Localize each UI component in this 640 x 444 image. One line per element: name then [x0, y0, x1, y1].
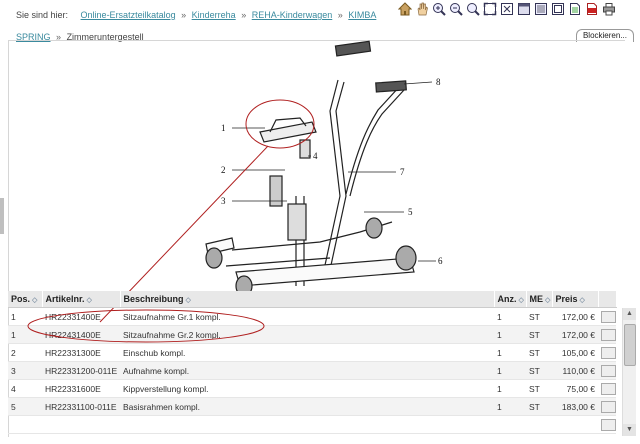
cell-artikelnr: HR22331100-011E — [42, 398, 120, 416]
column-header-me[interactable]: ME ◇ — [526, 291, 552, 308]
cell-artikelnr: HR22331600E — [42, 380, 120, 398]
add-to-cart-icon[interactable] — [601, 383, 616, 395]
cell-me: ST — [526, 308, 552, 326]
column-header-pos[interactable]: Pos. ◇ — [8, 291, 42, 308]
cell-pos: 5 — [8, 398, 42, 416]
cell-pos: 3 — [8, 362, 42, 380]
breadcrumb-link-catalog[interactable]: Online-Ersatzteilkatalog — [80, 10, 176, 20]
breadcrumb-separator: » — [337, 10, 343, 20]
cart-cell — [598, 308, 616, 326]
breadcrumb-link-kimba[interactable]: KIMBA — [348, 10, 377, 20]
toolbar — [397, 1, 616, 16]
cell-preis: 75,00 € — [552, 380, 598, 398]
sort-icon[interactable]: ◇ — [32, 297, 38, 304]
panel-icon[interactable] — [533, 1, 548, 16]
cell-anz: 1 — [494, 398, 526, 416]
cell-anz — [494, 416, 526, 434]
table-scrollbar[interactable] — [622, 308, 636, 436]
cell-me — [526, 416, 552, 434]
scroll-up-icon[interactable]: ▲ — [623, 308, 636, 320]
add-to-cart-icon[interactable] — [601, 311, 616, 323]
cell-me: ST — [526, 398, 552, 416]
frame-icon[interactable] — [550, 1, 565, 16]
breadcrumb-separator: » — [241, 10, 247, 20]
column-header-preis[interactable]: Preis ◇ — [552, 291, 598, 308]
cell-artikelnr: HR22431400E — [42, 326, 120, 344]
layout-icon[interactable] — [499, 1, 514, 16]
callout-1: 1 — [221, 123, 226, 133]
table-header-row — [8, 291, 616, 308]
block-button[interactable]: Blockieren... — [576, 29, 634, 42]
scroll-down-icon[interactable]: ▼ — [623, 424, 636, 436]
cell-preis: 183,00 € — [552, 398, 598, 416]
parts-table — [8, 291, 617, 434]
callout-2: 2 — [221, 165, 226, 175]
cell-beschreibung — [120, 416, 494, 434]
column-header-anz[interactable]: Anz. ◇ — [494, 291, 526, 308]
document-icon[interactable] — [567, 1, 582, 16]
add-to-cart-icon[interactable] — [601, 347, 616, 359]
cell-beschreibung: Sitzaufnahme Gr.1 kompl. — [120, 308, 494, 326]
cart-cell — [598, 416, 616, 434]
cell-preis — [552, 416, 598, 434]
add-to-cart-icon[interactable] — [601, 401, 616, 413]
callout-7: 7 — [400, 167, 405, 177]
cell-pos: 4 — [8, 380, 42, 398]
column-header-beschreibung[interactable]: Beschreibung ◇ — [120, 291, 494, 308]
breadcrumb-link-reha-kinderwagen[interactable]: REHA-Kinderwagen — [251, 10, 333, 20]
cell-artikelnr — [42, 416, 120, 434]
sort-icon[interactable]: ◇ — [545, 297, 551, 304]
cell-anz: 1 — [494, 308, 526, 326]
cell-preis: 110,00 € — [552, 362, 598, 380]
column-header-artikelnr[interactable]: Artikelnr. ◇ — [42, 291, 120, 308]
add-to-cart-icon[interactable] — [601, 365, 616, 377]
table-row[interactable] — [8, 308, 616, 326]
scroll-thumb[interactable] — [624, 324, 636, 366]
cell-anz: 1 — [494, 344, 526, 362]
cart-cell — [598, 326, 616, 344]
callout-8: 8 — [436, 77, 441, 87]
cell-pos: 1 — [8, 326, 42, 344]
cell-beschreibung: Kippverstellung kompl. — [120, 380, 494, 398]
print-icon[interactable] — [601, 1, 616, 16]
home-icon[interactable] — [397, 1, 412, 16]
cell-artikelnr: HR22331400E — [42, 308, 120, 326]
window-icon[interactable] — [516, 1, 531, 16]
frame-drawing — [206, 41, 416, 296]
cart-cell — [598, 380, 616, 398]
cell-beschreibung: Einschub kompl. — [120, 344, 494, 362]
table-row[interactable] — [8, 326, 616, 344]
breadcrumb-current: Zimmeruntergestell — [66, 32, 144, 42]
cell-preis: 105,00 € — [552, 344, 598, 362]
cart-cell — [598, 362, 616, 380]
sort-icon[interactable]: ◇ — [185, 297, 191, 304]
sort-icon[interactable]: ◇ — [86, 297, 92, 304]
cell-preis: 172,00 € — [552, 326, 598, 344]
breadcrumb-link-kinderreha[interactable]: Kinderreha — [191, 10, 236, 20]
cell-anz: 1 — [494, 380, 526, 398]
add-to-cart-icon[interactable] — [601, 329, 616, 341]
cell-pos: 1 — [8, 308, 42, 326]
cell-me: ST — [526, 344, 552, 362]
cell-anz: 1 — [494, 362, 526, 380]
add-to-cart-icon[interactable] — [601, 419, 616, 431]
callout-5: 5 — [408, 207, 413, 217]
breadcrumb-link-spring[interactable]: SPRING — [16, 32, 51, 42]
breadcrumb-prefix: Sie sind hier: — [16, 10, 69, 20]
cell-beschreibung: Aufnahme kompl. — [120, 362, 494, 380]
table-row[interactable] — [8, 362, 616, 380]
zoom-reset-icon[interactable] — [465, 1, 480, 16]
cell-me: ST — [526, 362, 552, 380]
cart-cell — [598, 344, 616, 362]
cell-me: ST — [526, 326, 552, 344]
table-row[interactable] — [8, 380, 616, 398]
breadcrumb-separator: » — [181, 10, 187, 20]
table-row[interactable] — [8, 344, 616, 362]
callout-4: 4 — [313, 151, 318, 161]
table-row[interactable] — [8, 416, 616, 434]
breadcrumb-separator: » — [56, 32, 62, 42]
cell-anz: 1 — [494, 326, 526, 344]
cell-artikelnr: HR22331200-011E — [42, 362, 120, 380]
callout-6: 6 — [438, 256, 443, 266]
table-row[interactable] — [8, 398, 616, 416]
fit-page-icon[interactable] — [482, 1, 497, 16]
zoom-out-icon[interactable] — [448, 1, 463, 16]
column-header-cart — [598, 291, 616, 308]
cell-preis: 172,00 € — [552, 308, 598, 326]
cell-pos — [8, 416, 42, 434]
cell-artikelnr: HR22331300E — [42, 344, 120, 362]
callout-lines — [232, 82, 436, 261]
sort-icon[interactable]: ◇ — [579, 297, 585, 304]
cell-me: ST — [526, 380, 552, 398]
callout-3: 3 — [221, 196, 226, 206]
cell-pos: 2 — [8, 344, 42, 362]
pdf-icon[interactable] — [584, 1, 599, 16]
hand-icon[interactable] — [414, 1, 429, 16]
cart-cell — [598, 398, 616, 416]
sort-icon[interactable]: ◇ — [518, 297, 524, 304]
cell-beschreibung: Basisrahmen kompl. — [120, 398, 494, 416]
cell-beschreibung: Sitzaufnahme Gr.2 kompl. — [120, 326, 494, 344]
zoom-in-icon[interactable] — [431, 1, 446, 16]
